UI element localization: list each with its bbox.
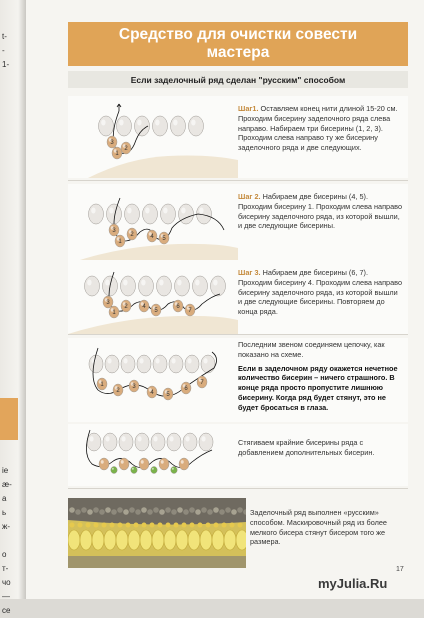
photo-small-bead [75, 509, 81, 515]
bead [131, 467, 137, 474]
bead [121, 300, 131, 312]
bead [139, 458, 149, 470]
bead [183, 433, 197, 451]
photo-small-bead [189, 507, 195, 513]
bead [161, 204, 176, 224]
step-5-diagram [68, 424, 238, 486]
step-3-text [238, 268, 403, 317]
bead [127, 228, 137, 240]
photo-small-bead [99, 509, 105, 515]
bead [85, 276, 100, 296]
photo-small-bead [129, 507, 135, 513]
title-banner [68, 22, 408, 66]
photo-gold-bead [102, 523, 107, 528]
svg-text:2: 2 [116, 388, 120, 395]
step-3 [68, 260, 408, 334]
bead [121, 276, 136, 296]
bead [89, 204, 104, 224]
photo-small-bead [147, 509, 153, 515]
bead [167, 433, 181, 451]
previous-page-line: 1- [2, 60, 10, 69]
photo-gold-bead [182, 523, 187, 528]
previous-page-line: чо [2, 578, 11, 587]
svg-text:4: 4 [142, 304, 146, 311]
step-1-body: Оставляем конец нити длиной 15-20 см. Проходим бисерину заделочного ряда слева направо. Набираем три бисерины (1, 2, 3). Проходим слева направо ту же бисерину заделочного ряда и две следующих. [238, 104, 398, 153]
svg-text:3: 3 [110, 140, 114, 147]
bead [171, 467, 177, 474]
photo-yellow-bead [200, 530, 212, 550]
divider [68, 180, 408, 181]
photo-gold-bead [198, 523, 203, 528]
photo-small-bead [105, 507, 111, 513]
step-4 [68, 338, 408, 422]
photo-yellow-bead [224, 530, 236, 550]
step-4-body: Последним звеном соединяем цепочку, как показано на схеме. [238, 340, 385, 359]
step-2-text [238, 192, 403, 231]
bead [151, 304, 161, 316]
step-4-diagram [68, 338, 238, 422]
bead [147, 386, 157, 398]
photo-small-bead [123, 509, 129, 515]
previous-page-line: t- [2, 32, 7, 41]
photo-small-bead [93, 507, 99, 513]
step-1-diagram [68, 96, 238, 178]
photo-yellow-bead [212, 530, 224, 550]
previous-page-line: о [2, 550, 7, 559]
photo-gold-bead [214, 523, 219, 528]
photo-gold-bead [158, 523, 163, 528]
photo-yellow-bead [116, 530, 128, 550]
bead-row [85, 276, 226, 296]
svg-text:6: 6 [176, 304, 180, 311]
bead [139, 276, 154, 296]
bead [193, 276, 208, 296]
bead [143, 204, 158, 224]
previous-page-line: ь [2, 508, 7, 517]
bead [151, 433, 165, 451]
photo-small-bead [87, 509, 93, 515]
bead [89, 355, 103, 373]
photo-yellow-bead [140, 530, 152, 550]
step-5 [68, 424, 408, 486]
bead [173, 300, 183, 312]
bead [121, 142, 131, 154]
photo-yellow-bead [152, 530, 164, 550]
bead [117, 116, 132, 136]
photo-gold-bead [206, 523, 211, 528]
site-logo: myJulia.Ru [318, 576, 388, 591]
bead [185, 355, 199, 373]
svg-text:7: 7 [188, 308, 192, 315]
photo-gold-bead [174, 523, 179, 528]
bead [99, 458, 109, 470]
previous-page-line: ie [2, 466, 9, 475]
svg-text:4: 4 [150, 234, 154, 241]
bead [185, 304, 195, 316]
bead-row [89, 355, 215, 373]
bead [111, 467, 117, 474]
bead [113, 384, 123, 396]
previous-page-line: се [2, 606, 11, 615]
bead [179, 458, 189, 470]
svg-text:1: 1 [115, 151, 119, 158]
step-4-note: Если в заделочном ряду окажется нечетное количество бисерин – ничего страшного. В конце ряда просто пропустите лишнюю бисерину. Когда ряд будет стянут, это не будет бросаться в глаза. [238, 363, 398, 412]
bead [201, 355, 215, 373]
photo-gold-bead [190, 523, 195, 528]
bead [119, 433, 133, 451]
bead [163, 388, 173, 400]
bead-row [89, 204, 212, 224]
page-title: Средство для очистки совести мастера [118, 26, 358, 61]
finished-row-photo [68, 498, 246, 568]
photo-yellow-bead [80, 530, 92, 550]
photo-small-bead [201, 507, 207, 513]
photo-small-bead [141, 507, 147, 513]
fabric-edge [68, 316, 238, 334]
previous-page-line: æ- [2, 480, 12, 489]
photo-gold-bead [110, 523, 115, 528]
step-5-text [238, 438, 403, 458]
photo-gold-bead [94, 523, 99, 528]
bead [97, 378, 107, 390]
svg-text:1: 1 [118, 239, 122, 246]
photo-yellow-bead [236, 530, 246, 550]
photo-yellow-bead [176, 530, 188, 550]
previous-page-line: - [2, 46, 5, 55]
previous-page-line: ж- [2, 522, 11, 531]
bead [87, 433, 101, 451]
photo-small-bead [111, 509, 117, 515]
bead [153, 355, 167, 373]
bead [179, 204, 194, 224]
photo-small-bead [81, 507, 87, 513]
subtitle-text: Если заделочный ряд сделан "русским" способом [130, 74, 346, 85]
photo-gold-bead [238, 523, 243, 528]
step-2-lead: Шаг 2. [238, 192, 261, 201]
bead [211, 276, 226, 296]
photo-small-bead [159, 509, 165, 515]
step-1-text [238, 104, 403, 153]
step-3-lead: Шаг 3. [238, 268, 261, 277]
svg-text:4: 4 [150, 390, 154, 397]
bead [125, 204, 140, 224]
photo-small-bead [69, 507, 75, 513]
bead [139, 300, 149, 312]
divider [68, 334, 408, 335]
page-number: 17 [396, 566, 404, 573]
step-4-text [238, 340, 403, 413]
photo-yellow-bead [128, 530, 140, 550]
svg-text:6: 6 [184, 386, 188, 393]
photo-small-bead [231, 509, 237, 515]
thread-arrow [117, 104, 121, 111]
photo-gold-bead [150, 523, 155, 528]
bead [99, 116, 114, 136]
bead [175, 276, 190, 296]
bead [171, 116, 186, 136]
bead [109, 224, 119, 236]
svg-text:2: 2 [124, 304, 128, 311]
bead [159, 232, 169, 244]
svg-text:5: 5 [162, 236, 166, 243]
photo-small-bead [171, 509, 177, 515]
step-1-lead: Шаг1. [238, 104, 259, 113]
step-2 [68, 184, 408, 264]
photo-small-bead [213, 507, 219, 513]
photo-gold-bead [86, 523, 91, 528]
step-3-body: Набираем две бисерины (6, 7). Проходим бисерину 4. Проходим слева направо бисерину заделочного ряда, из которой вышли и две следующие бисерины. Повторяем до конца ряда. [238, 268, 403, 317]
step-5-body: Стягиваем крайние бисерины ряда с добавлением дополнительных бисерин. [238, 438, 375, 457]
svg-text:3: 3 [112, 228, 116, 235]
svg-text:3: 3 [132, 384, 136, 391]
bead [199, 433, 213, 451]
bead [159, 458, 169, 470]
photo-yellow-bead [68, 530, 80, 550]
divider [68, 488, 408, 489]
photo-gold-bead [222, 523, 227, 528]
bead [135, 433, 149, 451]
bead [147, 230, 157, 242]
bead [129, 380, 139, 392]
step-3-diagram [68, 260, 238, 334]
photo-small-bead [195, 509, 201, 515]
photo-small-bead [153, 507, 159, 513]
step-2-diagram [68, 184, 238, 264]
previous-page-line: a [2, 494, 7, 503]
photo-gold-bead [142, 523, 147, 528]
photo-small-bead [177, 507, 183, 513]
step-6-text [250, 508, 404, 547]
step-6 [250, 508, 406, 558]
photo-yellow-bead [92, 530, 104, 550]
beadwork-photo [68, 498, 246, 568]
bead [153, 116, 168, 136]
photo-gold-bead [230, 523, 235, 528]
svg-text:5: 5 [166, 392, 170, 399]
bead [121, 355, 135, 373]
bead [119, 458, 129, 470]
previous-page-line: — [2, 592, 10, 601]
bead [103, 296, 113, 308]
photo-small-bead [117, 507, 123, 513]
bead [112, 147, 122, 159]
subtitle-banner [68, 71, 408, 88]
svg-text:1: 1 [112, 310, 116, 317]
photo-gold-bead [134, 523, 139, 528]
photo-yellow-bead [188, 530, 200, 550]
photo-yellow-bead [164, 530, 176, 550]
bead-row [87, 433, 213, 451]
svg-text:7: 7 [200, 380, 204, 387]
svg-text:1: 1 [100, 382, 104, 389]
svg-text:3: 3 [106, 300, 110, 307]
bead [137, 355, 151, 373]
step-2-body: Набираем две бисерины (4, 5). Проходим бисерину 1. Проходим слева направо бисерину заделочного ряда, из которой вышли, и две следующие бисерины. [238, 192, 403, 231]
svg-text:2: 2 [124, 146, 128, 153]
previous-page-line: т- [2, 564, 9, 573]
bead [181, 382, 191, 394]
photo-small-bead [225, 507, 231, 513]
photo-gold-bead [126, 523, 131, 528]
photo-gold-bead [70, 523, 75, 528]
step-6-body: Заделочный ряд выполнен «русским» способом. Маскировочный ряд из более мелкого бисера стянут бисером того же размера. [250, 508, 387, 547]
photo-yellow-bead [104, 530, 116, 550]
photo-small-bead [135, 509, 141, 515]
bead [109, 306, 119, 318]
bead [151, 467, 157, 474]
photo-gold-bead [118, 523, 123, 528]
photo-small-bead [219, 509, 225, 515]
bead [115, 235, 125, 247]
fabric-edge [88, 156, 238, 179]
bead [169, 355, 183, 373]
bead [197, 376, 207, 388]
svg-text:2: 2 [130, 232, 134, 239]
bead [189, 116, 204, 136]
photo-small-bead [237, 507, 243, 513]
step-1 [68, 96, 408, 178]
photo-small-bead [165, 507, 171, 513]
bead [103, 433, 117, 451]
photo-small-bead [207, 509, 213, 515]
svg-text:5: 5 [154, 308, 158, 315]
photo-gold-bead [166, 523, 171, 528]
bead [157, 276, 172, 296]
bead [107, 136, 117, 148]
bead [105, 355, 119, 373]
photo-gold-bead [78, 523, 83, 528]
photo-small-bead [183, 509, 189, 515]
